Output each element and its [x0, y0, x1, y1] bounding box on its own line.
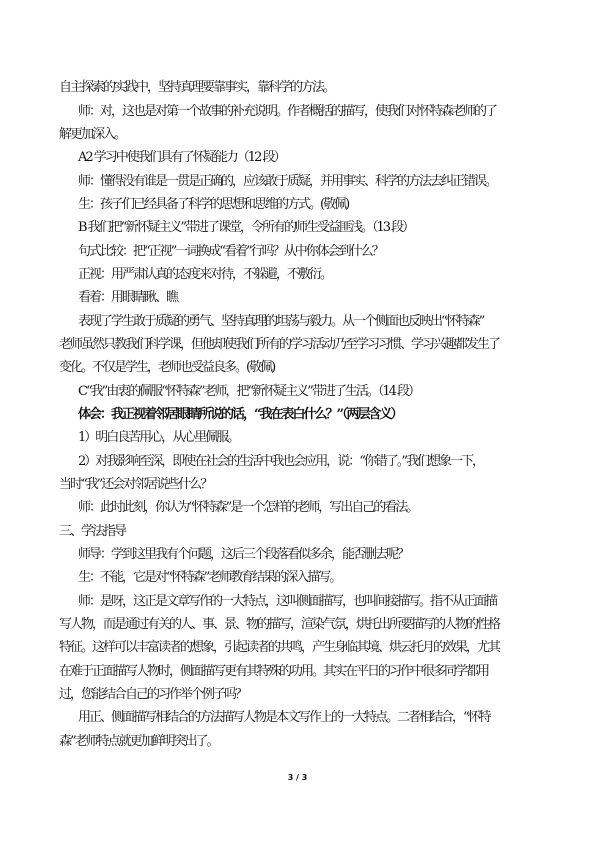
text-line: 自主探索的实践中，坚持真理要靠事实，靠科学的方法。 [59, 80, 335, 95]
text-line: 用正、侧面描写相结合的方法描写人物是本文写作上的一大特点。二者相结合，“怀特 [78, 710, 490, 725]
text-line: 师：对，这也是对第一个故事的补充说明。作者概括的描写，使我们对怀特森老师的了 [78, 104, 497, 119]
text-line: 在难于正面描写人物时，侧面描写更有其特殊的功用。其实在平日的习作中很多同学都用 [59, 664, 489, 679]
text-line: 生：孩子们已经具备了科学的思想和思维的方式。(敬佩) [78, 197, 349, 212]
text-line: 句式比较：把“正视”一词换成“看着”行吗？从中你体会到什么？ [78, 244, 383, 259]
text-line: 老师虽然只教我们科学课，但他却使我们所有的学习活动乃至学习习惯、学习兴趣都发生了 [59, 337, 500, 352]
text-line: 当时“我”还会对邻居说些什么？ [59, 477, 212, 492]
text-line: 师：是呀，这正是文章写作的一大特点，这叫侧面描写，也叫间接描写。指不从正面描 [78, 594, 497, 609]
text-line: 写人物，而是通过有关的人、事、景、物的描写，渲染气氛，烘托出所要描写的人物的性格 [59, 617, 500, 632]
text-line: 正视：用严肃认真的态度来对待，不躲避，不敷衍。 [78, 267, 332, 282]
text-line: 生：不能，它是对“怀特森”老师教育结果的深入描写。 [78, 570, 341, 585]
text-line: 表现了学生敢于质疑的勇气、坚持真理的坦荡与毅力。从一个侧面也反映出“怀特森” [78, 314, 484, 329]
text-line: 师导：学到这里我有个问题，这后三个段落看似多余，能否删去呢？ [78, 547, 409, 562]
page-number: 3 / 3 [287, 773, 308, 782]
text-line: 变化。不仅是学生，老师也受益良多。(敬佩) [59, 360, 275, 375]
text-line: 师：此时此刻，你认为“怀特森”是一个怎样的老师，写出自己的看法。 [78, 500, 418, 515]
section-heading-a2: A2 学习中使我们具有了怀疑能力（12 段） [78, 150, 285, 165]
text-line: 看着：用眼睛瞅、瞧 [78, 290, 178, 305]
text-line: 森”老师特点就更加鲜明突出了。 [59, 734, 218, 749]
text-line: 师：懂得没有谁是一贯是正确的，应该敢于质疑，并用事实、科学的方法去纠正错误。 [78, 174, 497, 189]
list-item: 2）对我影响至深，即使在社会的生活中我也会应用，说：“你错了。”我们想象一下， [78, 454, 484, 469]
section-heading-3: 三、学法指导 [59, 524, 126, 539]
text-line: 特征。这样可以丰富读者的想象，引起读者的共鸣，产生身临其境、烘云托月的效果，尤其 [59, 640, 500, 655]
text-line: 过，您能结合自己的习作举个例子吗？ [59, 687, 247, 702]
list-item: 1）明白良苦用心，从心里佩服。 [78, 430, 239, 445]
bold-heading: 体会：我正视着邻居眼睛所说的话，“我在表白什么？”（两层含义） [78, 407, 402, 422]
section-heading-c: C“我”由衷的佩服“怀特森”老师，把“新怀疑主义”带进了生活。（14 段） [78, 384, 419, 399]
text-line: 解更加深入。 [59, 127, 126, 142]
section-heading-b: B 我们把“新怀疑主义”带进了课堂，令所有的师生受益匪浅。（13 段） [78, 220, 414, 235]
